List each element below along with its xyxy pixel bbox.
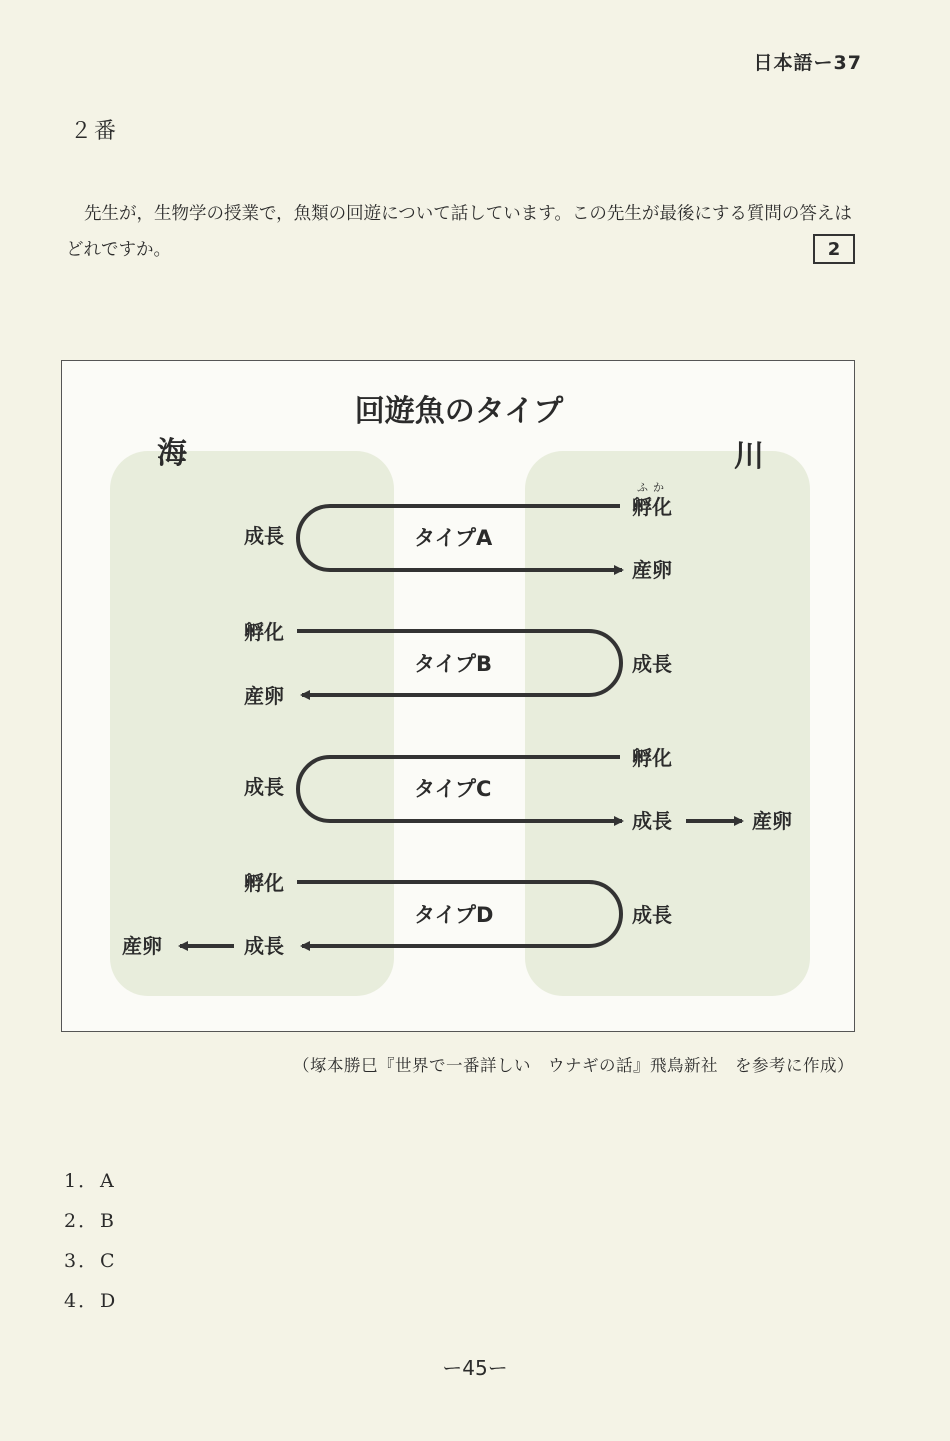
river-label: 川: [734, 439, 764, 474]
type-a-label: タイプA: [414, 526, 493, 550]
type-d-extra: 産卵: [122, 934, 162, 958]
type-b-start: 孵化: [244, 620, 284, 644]
type-d-start: 孵化: [244, 871, 284, 895]
choice-text: C: [100, 1250, 117, 1272]
choice-text: B: [100, 1210, 116, 1232]
type-d-turn: 成長: [632, 903, 672, 927]
migration-diagram: [61, 360, 855, 1032]
type-c-extra: 産卵: [752, 809, 792, 833]
type-d-end: 成長: [244, 934, 284, 958]
choice-number: 2．: [64, 1210, 100, 1232]
choice-1[interactable]: [64, 1164, 117, 1204]
type-b-label: タイプB: [414, 652, 492, 676]
type-a-turn: 成長: [244, 524, 284, 548]
type-c-label: タイプC: [414, 777, 492, 801]
choice-number: 1．: [64, 1170, 100, 1192]
section-title: ２番: [70, 119, 119, 144]
page-number: ー45ー: [442, 1356, 508, 1380]
sea-label: 海: [157, 436, 187, 471]
choice-number: 3．: [64, 1250, 100, 1272]
diagram-canvas: [62, 361, 856, 1033]
choice-3[interactable]: [64, 1244, 117, 1284]
type-d-label: タイプD: [414, 903, 494, 927]
choice-text: A: [100, 1170, 116, 1192]
answer-choices: [64, 1164, 117, 1324]
question-number-box: 2: [813, 234, 855, 264]
choice-text: D: [100, 1290, 118, 1312]
choice-2[interactable]: [64, 1204, 117, 1244]
type-c-end: 成長: [632, 809, 672, 833]
citation: （塚本勝巳『世界で一番詳しい ウナギの話』飛鳥新社 を参考に作成）: [293, 1056, 854, 1075]
type-b-turn: 成長: [632, 652, 672, 676]
type-a-ruby: ふか: [637, 481, 669, 494]
choice-number: 4．: [64, 1290, 100, 1312]
type-c-start: 孵化: [632, 746, 672, 770]
type-b-end: 産卵: [244, 684, 284, 708]
type-c-turn: 成長: [244, 775, 284, 799]
question-prompt: 先生が，生物学の授業で，魚類の回遊について話しています。この先生が最後にする質問の答えはどれですか。: [66, 204, 852, 260]
diagram-title: 回遊魚のタイプ: [354, 394, 564, 429]
type-a-start: 孵化: [632, 495, 672, 519]
page-header: 日本語ー37: [753, 52, 862, 74]
type-a-end: 産卵: [632, 558, 672, 582]
choice-4[interactable]: [64, 1284, 117, 1324]
